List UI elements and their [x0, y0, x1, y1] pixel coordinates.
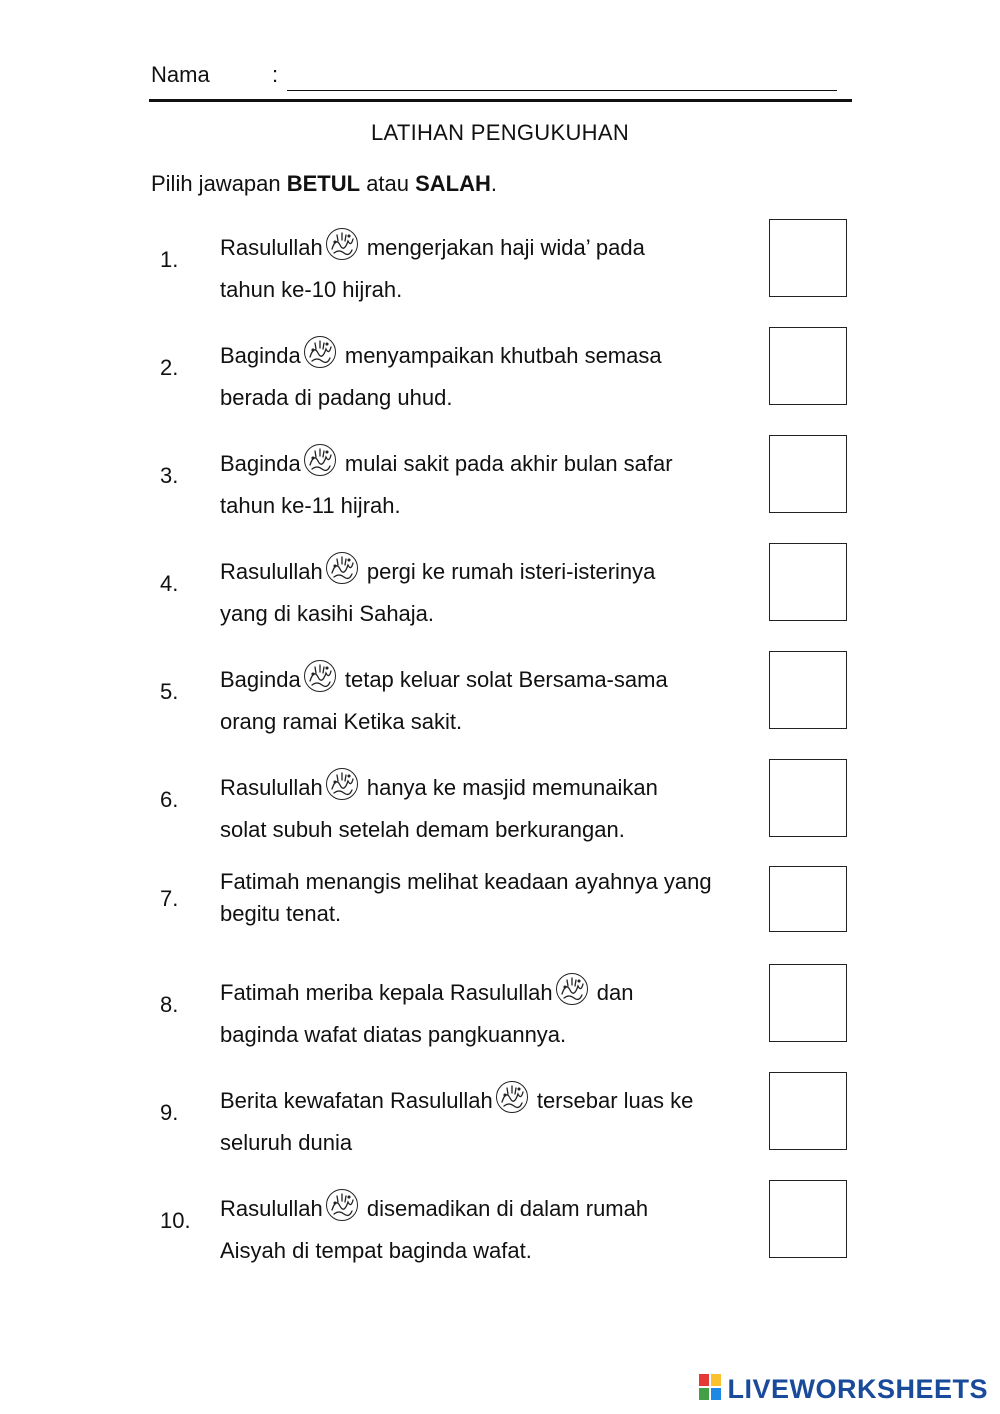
question-text: [220, 227, 765, 308]
question-text-part: Rasulullah: [220, 775, 323, 800]
footer: [699, 1374, 988, 1404]
question-line-2: tahun ke-11 hijrah.: [220, 493, 401, 518]
question-number: 1.: [160, 247, 179, 272]
saw-honorific-icon: [555, 972, 589, 1017]
question-text-part: Fatimah meriba kepala Rasulullah: [220, 980, 553, 1005]
question-line-1: [220, 551, 765, 596]
answer-box[interactable]: [769, 543, 847, 621]
question-text: [220, 972, 765, 1053]
saw-honorific-icon: [303, 659, 337, 704]
question-text-part: menyampaikan khutbah semasa: [338, 343, 662, 368]
question-number: 6.: [160, 787, 179, 812]
question-text-part: Rasulullah: [220, 235, 323, 260]
question-text-part: Rasulullah: [220, 1196, 323, 1221]
question-line-1: [220, 767, 765, 812]
question-line-2: tahun ke-10 hijrah.: [220, 277, 403, 302]
question-number: 7.: [160, 886, 179, 911]
instruction-suffix: .: [490, 171, 498, 196]
question-text-part: tersebar luas ke: [530, 1088, 694, 1113]
question-line-1: [220, 443, 765, 488]
question-line-2: baginda wafat diatas pangkuannya.: [220, 1022, 567, 1047]
question-text: [220, 659, 765, 740]
question-text-part: Baginda: [220, 667, 301, 692]
question-text-part: dan: [590, 980, 634, 1005]
answer-box[interactable]: [769, 1072, 847, 1150]
saw-honorific-icon: [303, 443, 337, 488]
question-text: [220, 551, 765, 632]
question-line-2: Aisyah di tempat baginda wafat.: [220, 1238, 532, 1263]
question-line-2: solat subuh setelah demam berkurangan.: [220, 817, 625, 842]
question-number: 8.: [160, 992, 179, 1017]
question-text-part: Fatimah menangis melihat keadaan ayahnya yang: [220, 869, 712, 894]
question-text: [220, 767, 765, 848]
answer-box[interactable]: [769, 219, 847, 297]
question-text: [220, 1188, 765, 1269]
question-text-part: tetap keluar solat Bersama-sama: [338, 667, 668, 692]
instruction-salah: SALAH: [415, 171, 491, 196]
saw-honorific-icon: [325, 767, 359, 812]
question-text: [220, 1080, 765, 1161]
name-row: [151, 62, 851, 92]
footer-brand: LIVEWORKSHEETS: [727, 1373, 988, 1404]
saw-honorific-icon: [325, 1188, 359, 1233]
question-text-part: Berita kewafatan Rasulullah: [220, 1088, 493, 1113]
answer-box[interactable]: [769, 327, 847, 405]
question-line-1: [220, 1080, 765, 1125]
question-text: [220, 866, 765, 930]
question-text-part: mengerjakan haji wida’ pada: [360, 235, 645, 260]
question-line-2: berada di padang uhud.: [220, 385, 453, 410]
question-number: 9.: [160, 1100, 179, 1125]
question-text-part: Baginda: [220, 343, 301, 368]
question-number: 10.: [160, 1208, 191, 1233]
question-line-1: [220, 335, 765, 380]
question-line-2: yang di kasihi Sahaja.: [220, 601, 435, 626]
name-label: Nama: [151, 62, 210, 87]
question-text-part: hanya ke masjid memunaikan: [360, 775, 658, 800]
question-line-1: [220, 972, 765, 1017]
question-text: [220, 443, 765, 524]
liveworksheets-logo-icon: [699, 1374, 721, 1405]
answer-box[interactable]: [769, 435, 847, 513]
answer-box[interactable]: [769, 964, 847, 1042]
header-divider: [149, 99, 852, 102]
question-line-1: [220, 659, 765, 704]
question-text-part: Baginda: [220, 451, 301, 476]
question-number: 5.: [160, 679, 179, 704]
question-text-part: pergi ke rumah isteri-isterinya: [360, 559, 656, 584]
question-line-2: seluruh dunia: [220, 1130, 353, 1155]
answer-box[interactable]: [769, 866, 847, 932]
instruction-middle: atau: [360, 171, 416, 196]
saw-honorific-icon: [303, 335, 337, 380]
saw-honorific-icon: [325, 551, 359, 596]
question-text: [220, 335, 765, 416]
answer-box[interactable]: [769, 1180, 847, 1258]
instruction-prefix: Pilih jawapan: [151, 171, 287, 196]
question-line-1: [220, 866, 765, 898]
saw-honorific-icon: [325, 227, 359, 272]
answer-box[interactable]: [769, 651, 847, 729]
answer-box[interactable]: [769, 759, 847, 837]
name-colon: :: [272, 62, 279, 87]
question-number: 3.: [160, 463, 179, 488]
question-line-2: begitu tenat.: [220, 901, 342, 926]
question-number: 4.: [160, 571, 179, 596]
question-text-part: mulai sakit pada akhir bulan safar: [338, 451, 673, 476]
question-line-1: [220, 227, 765, 272]
question-number: 2.: [160, 355, 179, 380]
question-text-part: disemadikan di dalam rumah: [360, 1196, 649, 1221]
name-field[interactable]: [287, 66, 837, 91]
question-line-1: [220, 1188, 765, 1233]
question-text-part: Rasulullah: [220, 559, 323, 584]
worksheet-title: LATIHAN PENGUKUHAN: [370, 120, 630, 145]
instruction: [151, 171, 497, 197]
question-line-2: orang ramai Ketika sakit.: [220, 709, 463, 734]
instruction-betul: BETUL: [286, 171, 361, 196]
saw-honorific-icon: [495, 1080, 529, 1125]
